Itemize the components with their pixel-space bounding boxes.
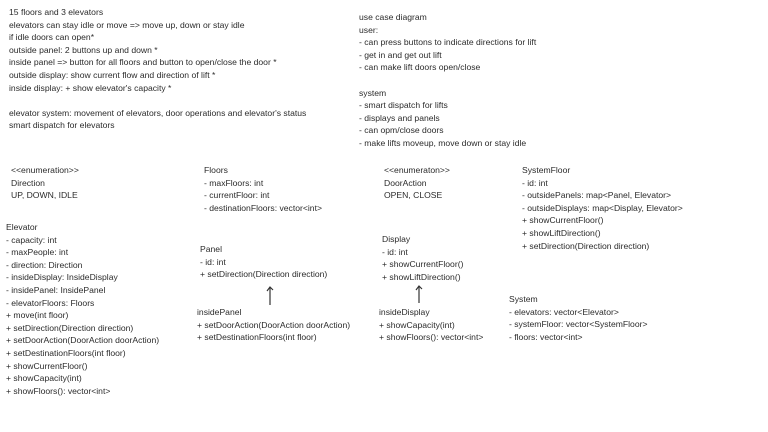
text-line: + setDestinationFloors(int floor)	[197, 332, 317, 343]
direction-enum	[11, 164, 79, 202]
text-line: - can make lift doors open/close	[359, 62, 481, 73]
text-line: - elevatorFloors: Floors	[6, 297, 95, 308]
text-line: + move(int floor)	[6, 310, 69, 321]
text-line: SystemFloor	[522, 165, 571, 175]
text-line: elevator system: movement of elevators, door operations and elevator's status	[9, 107, 307, 118]
text-line: <<enumeraton>>	[384, 165, 450, 175]
text-line: + showCurrentFloor()	[382, 259, 464, 270]
text-line: DoorAction	[384, 177, 427, 188]
text-line: - can press buttons to indicate directions for lift	[359, 37, 537, 48]
text-line: - can opm/close doors	[359, 125, 444, 136]
text-line: - get in and get out lift	[359, 49, 442, 60]
inheritance-arrow-display	[413, 284, 427, 306]
text-line: + setDirection(Direction direction)	[200, 269, 328, 280]
text-line: + showFloors(): vector<int>	[379, 332, 484, 343]
text-line: inside display: + show elevator's capacity *	[9, 82, 172, 93]
text-line	[9, 94, 306, 107]
elevator-class	[6, 221, 159, 397]
text-line: + setDirection(Direction direction)	[6, 322, 134, 333]
text-line: + setDirection(Direction direction)	[522, 240, 650, 251]
text-line: OPEN, CLOSE	[384, 190, 443, 201]
text-line: user:	[359, 24, 379, 35]
text-line: insidePanel	[197, 307, 242, 317]
text-line: - smart dispatch for lifts	[359, 100, 448, 111]
text-line: + showCurrentFloor()	[522, 215, 604, 226]
text-line: - insidePanel: InsidePanel	[6, 284, 106, 295]
text-line: + showCapacity(int)	[6, 373, 82, 384]
inside-display-class	[379, 306, 483, 344]
text-line: Display	[382, 234, 411, 244]
text-line: Direction	[11, 177, 45, 188]
text-line: system	[359, 87, 387, 98]
text-line: - id: int	[522, 177, 548, 188]
requirements-notes	[9, 6, 306, 132]
inheritance-arrow-panel	[264, 285, 278, 307]
text-line: + showCurrentFloor()	[6, 360, 88, 371]
text-line: UP, DOWN, IDLE	[11, 190, 78, 201]
text-line: - capacity: int	[6, 234, 57, 245]
text-line: inside panel => button for all floors and button to open/close the door *	[9, 57, 277, 68]
text-line: use case diagram	[359, 12, 427, 22]
text-line: + showCapacity(int)	[379, 319, 455, 330]
text-line: - id: int	[200, 256, 226, 267]
text-line: - outsidePanels: map<Panel, Elevator>	[522, 190, 672, 201]
text-line: - outsideDisplays: map<Display, Elevator>	[522, 202, 683, 213]
floors-class	[204, 164, 322, 214]
text-line: System	[509, 294, 538, 304]
text-line: outside display: show current flow and direction of lift *	[9, 69, 216, 80]
text-line: elevators can stay idle or move => move up, down or stay idle	[9, 19, 245, 30]
text-line: outside panel: 2 buttons up and down *	[9, 44, 158, 55]
text-line: - elevators: vector<Elevator>	[509, 306, 619, 317]
text-line: Panel	[200, 244, 222, 254]
text-line: Floors	[204, 165, 228, 175]
text-line: - destinationFloors: vector<int>	[204, 202, 322, 213]
text-line: - displays and panels	[359, 112, 440, 123]
text-line: + showFloors(): vector<int>	[6, 385, 111, 396]
text-line: + setDoorAction(DoorAction doorAction)	[197, 319, 351, 330]
text-line: - make lifts moveup, move down or stay idle	[359, 137, 527, 148]
system-class	[509, 293, 648, 343]
text-line: insideDisplay	[379, 307, 430, 317]
panel-class	[200, 243, 327, 281]
text-line: - systemFloor: vector<SystemFloor>	[509, 319, 648, 330]
use-case-notes	[359, 11, 536, 150]
text-line: - direction: Direction	[6, 259, 83, 270]
text-line: + setDoorAction(DoorAction doorAction)	[6, 335, 160, 346]
text-line: - maxFloors: int	[204, 177, 264, 188]
text-line: - floors: vector<int>	[509, 331, 583, 342]
text-line: - maxPeople: int	[6, 247, 69, 258]
text-line: - currentFloor: int	[204, 190, 270, 201]
text-line: + showLiftDirection()	[522, 227, 601, 238]
text-line: 15 floors and 3 elevators	[9, 7, 104, 17]
display-class	[382, 233, 463, 283]
text-line: Elevator	[6, 222, 38, 232]
text-line: if idle doors can open*	[9, 32, 95, 43]
door-action-enum	[384, 164, 450, 202]
text-line: smart dispatch for elevators	[9, 120, 115, 131]
text-line: - insideDisplay: InsideDisplay	[6, 272, 118, 283]
text-line: - id: int	[382, 246, 408, 257]
text-line: + showLiftDirection()	[382, 271, 461, 282]
system-floor-class	[522, 164, 683, 252]
text-line: + setDestinationFloors(int floor)	[6, 347, 126, 358]
text-line: <<enumeration>>	[11, 165, 79, 175]
inside-panel-class	[197, 306, 350, 344]
text-line	[359, 74, 536, 87]
